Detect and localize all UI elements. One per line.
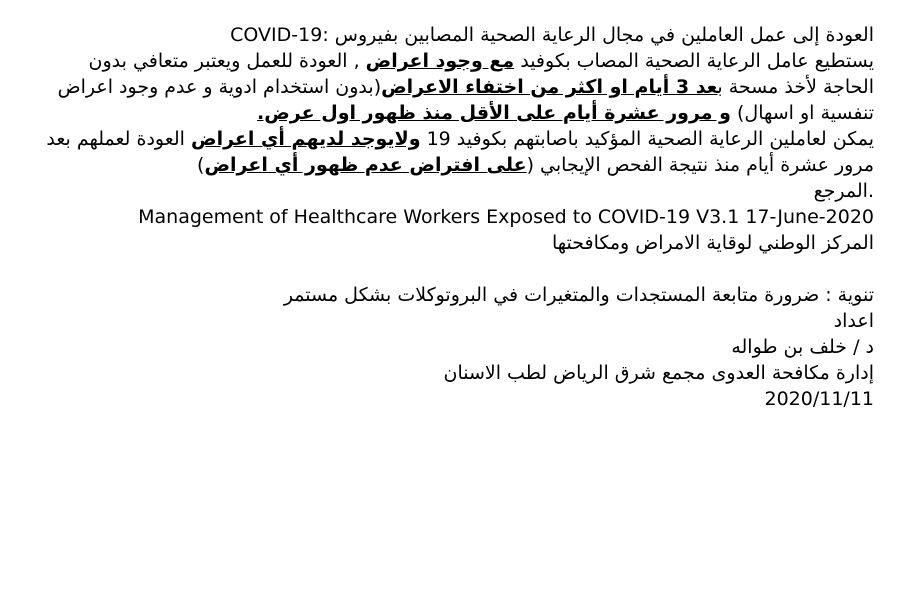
reference-section <box>44 178 874 256</box>
author-name: د / خلف بن طواله <box>731 336 874 358</box>
paragraph-2-emphasis-1: ولايوجد لديهم أي اعراض <box>191 128 421 150</box>
reference-label: .المرجع <box>813 180 874 202</box>
department-name: إدارة مكافحة العدوى مجمع شرق الرياض لطب الاسنان <box>443 362 874 384</box>
protocol-update-note: تنوية : ضرورة متابعة المستجدات والمتغيرات في البروتوكلات بشكل مستمر <box>283 284 874 306</box>
paragraph-2-text-2: العودة لعملهم بعد مرور عشرة أيام منذ نتيجة الفحص الإيجابي ( <box>46 128 874 176</box>
paragraph-1-emphasis-3: و مرور عشرة أيام على الأقل منذ ظهور اول عرض. <box>257 102 731 124</box>
paragraph-2-emphasis-2: على افتراض عدم ظهور أي اعراض <box>204 154 527 176</box>
prepared-by-section <box>44 308 874 412</box>
document-date: 2020/11/11 <box>764 388 874 410</box>
document-heading: العودة إلى عمل العاملين في مجال الرعاية الصحية المصابين بفيروس :COVID-19 <box>230 24 874 46</box>
paragraph-2-text-1: يمكن لعاملين الرعاية الصحية المؤكيد باصابتهم بكوفيد 19 <box>420 128 874 150</box>
paragraph-1-text-2: , العودة للعمل ويعتبر متعافي بدون الحاجة لأخذ مسحة ب <box>88 50 874 98</box>
paragraph-1-text-3: (بدون استخدام ادوية و عدم وجود اعراض تنفسية او اسهال) <box>57 76 874 124</box>
reference-source-english: Management of Healthcare Workers Exposed to COVID-19 V3.1 17-June-2020 <box>138 206 874 228</box>
paragraph-symptomatic-return <box>44 48 874 126</box>
paragraph-1-emphasis-2: عد 3 أيام او اكثر من اختفاء الاعراض <box>381 76 718 98</box>
paragraph-1-text-1: يستطيع عامل الرعاية الصحية المصاب بكوفيد <box>514 50 874 72</box>
reference-source-arabic: المركز الوطني لوقاية الامراض ومكافحتها <box>551 232 874 254</box>
paragraph-1-emphasis-1: مع وجود اعراض <box>365 50 515 72</box>
paragraph-2-text-3: ) <box>197 154 205 176</box>
prepared-by-label: اعداد <box>833 310 874 332</box>
document-body <box>44 22 874 412</box>
paragraph-asymptomatic-return <box>44 126 874 178</box>
